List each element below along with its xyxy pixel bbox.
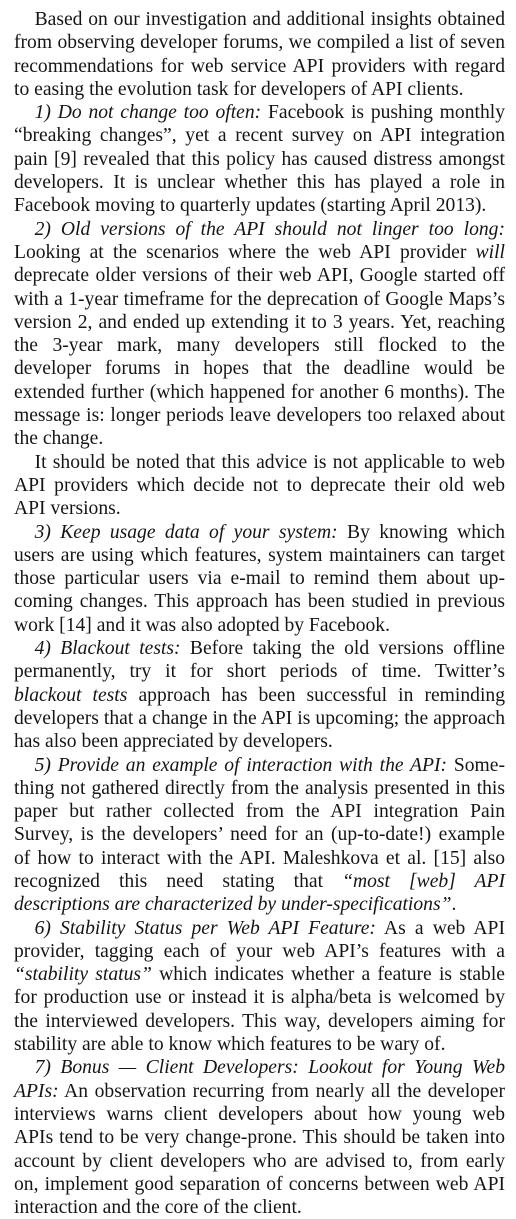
recommendation-7-text: An observation recurring from nearly all the developer interviews warns client developers about how young web APIs tend to be very change-prone. This should be taken into account by client developers who are advised to, from early on, implement good separation of concerns between web API interaction and the core of the client. (14, 1080, 505, 1219)
recommendation-6-text-b: which indicates whether a feature is stable for production use or instead it is alpha/beta is welcomed by the interviewed developers. This way, developers aiming for stability are able to know which features to be wary of. (14, 964, 505, 1056)
recommendation-4 (14, 637, 505, 753)
recommendation-2 (14, 218, 505, 451)
recommendation-1-heading: 1) Do not change too often: (34, 102, 262, 124)
recommendation-6-heading: 6) Stability Status per Web API Feature: (34, 917, 376, 939)
recommendation-6 (14, 917, 505, 1057)
recommendation-5 (14, 754, 505, 917)
intro-text: Based on our investigation and additional insights obtained from observing developer forums, we compiled a list of seven recommendations for web service API providers with regard to easing the evolution task for developers of API clients. (14, 9, 505, 100)
recommendation-4-text-b: approach has been successful in reminding developers that a change in the API is upcoming; the approach has also been appreciated by developers. (14, 684, 505, 753)
recommendation-4-emphasis: blackout tests (14, 684, 128, 706)
recommendation-1-text: Facebook is pushing monthly “breaking changes”, yet a recent survey on API integration pain [9] revealed that this policy has caused distress amongst developers. It is unclear whether this has played a role in Facebook moving to quarterly updates (starting April 2013). (14, 102, 505, 217)
recommendation-5-heading: 5) Provide an example of interaction with the API: (34, 754, 448, 776)
recommendation-2-note-text: It should be noted that this advice is not applicable to web API providers which decide not to deprecate their old web API versions. (14, 451, 505, 520)
recommendation-5-quote: “most [web] API descriptions are characterized by under-specifications” (14, 870, 505, 916)
recommendation-1 (14, 101, 505, 217)
recommendation-5-text-a: Some-thing not gathered directly from the analysis presented in this paper but rather collected from the API integration Pain Survey, is the developers’ need for an (up-to-date!) example of how to interact with the API. Maleshkova et al. [15] also recognized this need stating that (14, 754, 505, 892)
recommendation-6-emphasis: “stability status” (14, 964, 152, 986)
recommendation-6-text-a: As a web API provider, tagging each of your web API’s features with a (14, 917, 505, 962)
recommendation-2-text-a: Looking at the scenarios where the web API provider (14, 241, 467, 263)
recommendation-3-text: By knowing which users are using which features, system maintainers can target those particular users via e-mail to remind them about up-coming changes. This approach has been studied in previous work [14] and it was also adopted by Facebook. (14, 521, 506, 636)
recommendation-5-text-b: . (451, 894, 457, 916)
recommendation-4-text-a: Before taking the old versions offline permanently, try it for short periods of time. Twitter’s (14, 638, 505, 683)
recommendation-2-heading: 2) Old versions of the API should not linger too long: (34, 218, 505, 240)
recommendation-2-text-b: deprecate older versions of their web API, Google started off with a 1-year timeframe for the deprecation of Google Maps’s version 2, and ended up extending it to 3 years. Yet, reaching the 3-year mark, many developers still flocked to the developer forums in hopes that the deadline would be extended further (which happened for another 6 months). The message is: longer periods leave developers too relaxed about the change. (14, 265, 505, 450)
intro-paragraph (14, 8, 505, 101)
recommendation-7-heading: 7) Bonus — Client Developers: Lookout for Young Web APIs: (14, 1057, 505, 1102)
recommendation-2-emphasis: will (475, 241, 505, 263)
recommendation-2-note (14, 451, 505, 521)
recommendation-3 (14, 521, 505, 637)
recommendation-7 (14, 1056, 505, 1219)
recommendation-4-heading: 4) Blackout tests: (34, 638, 181, 660)
recommendation-3-heading: 3) Keep usage data of your system: (34, 521, 338, 543)
